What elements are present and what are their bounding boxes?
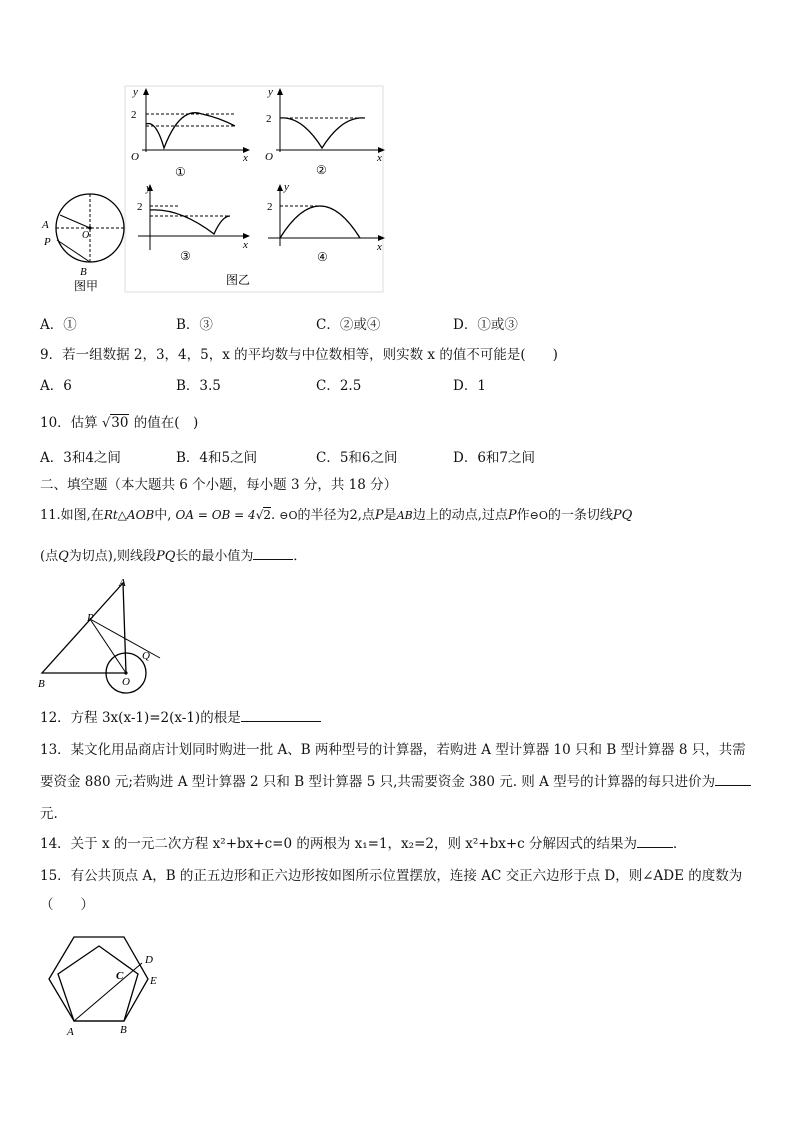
yi-caption: 图乙 — [226, 273, 251, 287]
q11-eq: OA = OB = 4 — [175, 508, 256, 522]
graph1-x-label: x — [243, 152, 248, 164]
q9-option-a: A．6 — [40, 378, 72, 394]
graph2-o-label: O — [265, 151, 273, 163]
q9-option-b: B．3.5 — [176, 378, 221, 394]
q11-text-2b: 为切点),则线段 — [68, 549, 156, 564]
q8-option-c: C．②或④ — [316, 317, 381, 333]
jia-p-label: P — [44, 236, 51, 248]
q14-text-a: 14．关于 x 的一元二次方程 x²+bx+c=0 的两根为 x₁=1，x₂=2，则 x²+bx+c 分解因式的结果为 — [40, 836, 638, 852]
q8-figure-svg — [30, 78, 400, 300]
q15-figure — [40, 925, 180, 1043]
graph4-2-label: 2 — [267, 201, 273, 213]
graph-1 — [131, 86, 250, 179]
q8-option-d: D．①或③ — [453, 317, 518, 333]
q14-answer-blank[interactable] — [637, 835, 673, 848]
q10-option-b: B．4和5之间 — [176, 450, 258, 466]
q11-p2: P — [507, 508, 517, 523]
jia-caption: 图甲 — [74, 279, 99, 293]
q15-fig-c: C — [116, 970, 124, 982]
q11-fig-q: Q — [142, 650, 150, 662]
q11-fig-a: A — [119, 577, 126, 589]
q11-text-c: . — [270, 508, 276, 523]
graph3-x-label: x — [243, 239, 248, 251]
section-2-heading: 二、填空题（本大题共 6 个小题，每小题 3 分，共 18 分） — [40, 477, 398, 493]
q9-option-c: C．2.5 — [316, 378, 362, 394]
q11-p: P — [374, 508, 384, 523]
q15-line-1: 15．有公共顶点 A，B 的正五边形和正六边形按如图所示位置摆放，连接 AC 交正六边形于点 D，则∠ADE 的度数为 — [40, 868, 743, 884]
q11-circle-o-2: ⊖O — [529, 509, 548, 522]
q10-option-c: C．5和6之间 — [316, 450, 398, 466]
q11-line-1: 11.如图,在Rt△AOB中, OA = OB = 4√2. ⊖O的半径为2,点P是AB边上的动点,过点P作⊖O的一条切线PQ — [40, 508, 633, 523]
graph2-y-label: y — [268, 86, 273, 98]
graph1-number: ① — [175, 165, 186, 179]
q8-figures — [30, 78, 400, 300]
graph-3 — [137, 182, 250, 263]
q13-line-1: 13．某文化用品商店计划同时购进一批 A、B 两种型号的计算器，若购进 A 型计算器 10 只和 B 型计算器 8 只，共需 — [40, 742, 746, 758]
q11-fig-p: P — [87, 612, 94, 624]
q11-text-a: 11.如图,在 — [40, 508, 104, 523]
q11-text-2c: 长的最小值为 — [175, 549, 254, 564]
graph2-number: ② — [316, 163, 327, 177]
graph3-y-label: y — [146, 182, 151, 194]
q11-text-g: 作 — [516, 508, 530, 523]
jia-a-label: A — [42, 219, 49, 231]
q10-option-a: A．3和4之间 — [40, 450, 121, 466]
q11-fig-o: O — [122, 676, 130, 688]
q11-pq-2: PQ — [155, 549, 176, 564]
q8-option-b: B．③ — [176, 317, 213, 333]
q11-answer-blank[interactable] — [253, 547, 293, 560]
q15-fig-d: D — [145, 954, 153, 966]
q12-answer-blank[interactable] — [241, 709, 321, 722]
q11-text-d: 的半径为2,点 — [297, 508, 375, 523]
q9-option-d: D．1 — [453, 378, 486, 394]
q10-stem-post: 的值在( ) — [133, 415, 199, 431]
q11-text-f: 边上的动点,过点 — [412, 508, 508, 523]
q10-radicand: 30 — [111, 415, 129, 431]
q11-q: Q — [58, 549, 69, 564]
q11-text-e: 是 — [383, 508, 397, 523]
q11-text-2d: ． — [293, 549, 307, 564]
graph-4 — [267, 181, 385, 264]
q10-stem-pre: 10．估算 — [40, 415, 98, 431]
graph1-o-label: O — [131, 151, 139, 163]
graph3-2-label: 2 — [137, 201, 143, 213]
q11-figure — [30, 575, 170, 695]
graph1-2-label: 2 — [131, 109, 137, 121]
q11-figure-svg — [30, 575, 170, 695]
q11-circle-o: ⊖O — [279, 509, 298, 522]
graph4-x-label: x — [377, 241, 382, 253]
q13-answer-blank[interactable] — [715, 773, 751, 786]
q11-line-2 — [40, 545, 306, 564]
q10-option-d: D．6和7之间 — [453, 450, 536, 466]
graph4-number: ④ — [317, 250, 328, 264]
graph3-number: ③ — [180, 249, 191, 263]
q11-ab: AB — [396, 509, 413, 522]
graph2-x-label: x — [377, 152, 382, 164]
figure-yi-frame — [125, 86, 383, 292]
q11-sqrt2: 2 — [263, 508, 271, 522]
q12-stem — [40, 706, 321, 726]
q15-fig-e: E — [150, 975, 157, 987]
jia-o-label: O — [82, 230, 90, 241]
q15-fig-a: A — [67, 1026, 74, 1038]
q15-fig-b: B — [120, 1024, 127, 1036]
graph2-2-label: 2 — [266, 113, 272, 125]
q9-stem: 9．若一组数据 2，3，4，5，x 的平均数与中位数相等，则实数 x 的值不可能是( ) — [40, 347, 558, 363]
radical-sign: √ — [101, 416, 111, 431]
q11-text-2a: (点 — [40, 549, 59, 564]
q13-text-2: 要资金 880 元;若购进 A 型计算器 2 只和 B 型计算器 5 只,共需要资金 380 元. 则 A 型号的计算器的每只进价为 — [40, 774, 716, 790]
q13-line-2 — [40, 770, 751, 790]
jia-b-label: B — [80, 266, 87, 278]
q11-text-b: 中, — [154, 508, 172, 523]
q13-line-3: 元. — [40, 806, 58, 822]
figure-jia — [41, 194, 124, 293]
q10-stem — [40, 411, 198, 431]
q11-pq: PQ — [612, 508, 633, 523]
q8-option-a: A．① — [40, 317, 77, 333]
q15-figure-svg — [40, 925, 180, 1043]
q11-text-h: 的一条切线 — [547, 508, 613, 523]
q15-line-2: （ ） — [40, 897, 94, 913]
q14-text-b: ． — [673, 836, 687, 852]
q14-stem — [40, 832, 687, 852]
graph1-y-label: y — [133, 86, 138, 98]
graph4-y-label: y — [284, 181, 289, 193]
q12-text: 12．方程 3x(x-1)=2(x-1)的根是 — [40, 710, 241, 726]
graph-2 — [265, 86, 385, 177]
q11-fig-b: B — [38, 678, 45, 690]
q11-rt: Rt△AOB — [103, 508, 155, 522]
